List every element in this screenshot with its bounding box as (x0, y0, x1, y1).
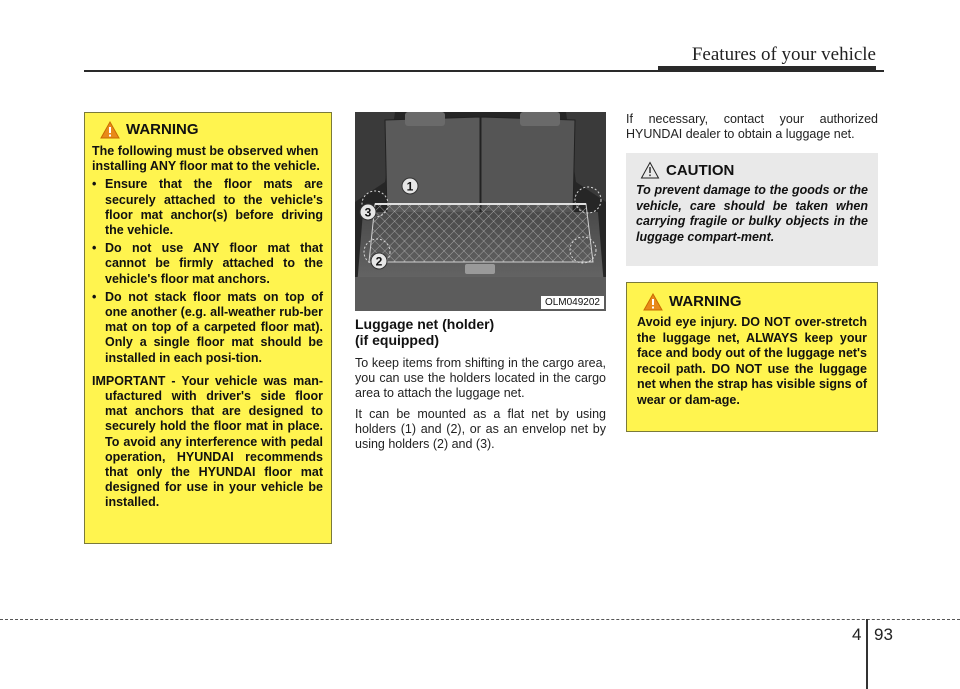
cargo-area-photo (355, 112, 606, 311)
caution-box (626, 153, 878, 266)
section-heading: Luggage net (holder) (if equipped) (355, 316, 495, 348)
dealer-note: If necessary, contact your authorized HYUNDAI dealer to obtain a luggage net. (626, 112, 878, 141)
caution-title: CAUTION (666, 161, 735, 179)
list-item: • Ensure that the floor mats are securely attached to the vehicle's floor mat anchor(s) before driving the vehicle. (92, 177, 323, 238)
warning-heading (100, 121, 323, 139)
page-divider (866, 619, 868, 689)
warning-triangle-icon (100, 121, 120, 139)
warning-title: WARNING (126, 121, 199, 139)
chapter-number: 4 (852, 625, 862, 644)
page-header-title: Features of your vehicle (691, 44, 876, 65)
caution-triangle-icon (640, 161, 660, 179)
cargo-illustration (355, 112, 606, 311)
callout-3: 3 (364, 205, 372, 220)
caution-text: To prevent damage to the goods or the vehicle, care should be taken when carrying fragile or bulky objects in the luggage compart-ment. (636, 183, 868, 244)
floor-mat-warning-box (84, 112, 332, 544)
luggage-net-section (355, 316, 606, 458)
callout-2: 2 (375, 254, 383, 269)
list-item: • Do not use ANY floor mat that cannot be firmly attached to the vehicle's floor mat anchors. (92, 241, 323, 286)
footer-rule (0, 619, 960, 620)
warning-triangle-icon (643, 293, 663, 311)
callout-1: 1 (406, 179, 414, 194)
warning-bullet-list (92, 177, 323, 365)
warning-intro: The following must be observed when installing ANY floor mat to the vehicle. (92, 144, 320, 174)
section-paragraph-2: It can be mounted as a flat net by using holders (1) and (2), or as an envelop net by using holders (2) and (3). (355, 407, 606, 451)
caution-heading (640, 161, 868, 179)
warning-heading (643, 293, 867, 311)
page-number: 93 (874, 625, 893, 644)
luggage-net-warning-box (626, 282, 878, 432)
photo-caption: OLM049202 (541, 296, 604, 309)
list-item: • Do not stack floor mats on top of one another (e.g. all-weather rub-ber mat on top of a carpeted floor mat). Only a single floor mat should be installed in each posi-tion. (92, 289, 323, 365)
important-note: IMPORTANT - Your vehicle was man-ufactured with driver's side floor mat anchors that are designed to securely hold the floor mat in place. To avoid any interference with pedal operation, HYUNDAI recommends that only the HYUNDAI floor mat designed for use in your vehicle be installed. (92, 373, 323, 510)
header-rule-thick (658, 66, 876, 72)
warning-title: WARNING (669, 293, 742, 311)
section-paragraph-1: To keep items from shifting in the cargo area, you can use the holders located in the cargo area to attach the luggage net. (355, 356, 606, 400)
warning-text: Avoid eye injury. DO NOT over-stretch the luggage net, ALWAYS keep your face and body out of the luggage net's recoil path. DO NOT use the luggage net when the strap has visible signs of wear or dam-age. (637, 315, 867, 407)
